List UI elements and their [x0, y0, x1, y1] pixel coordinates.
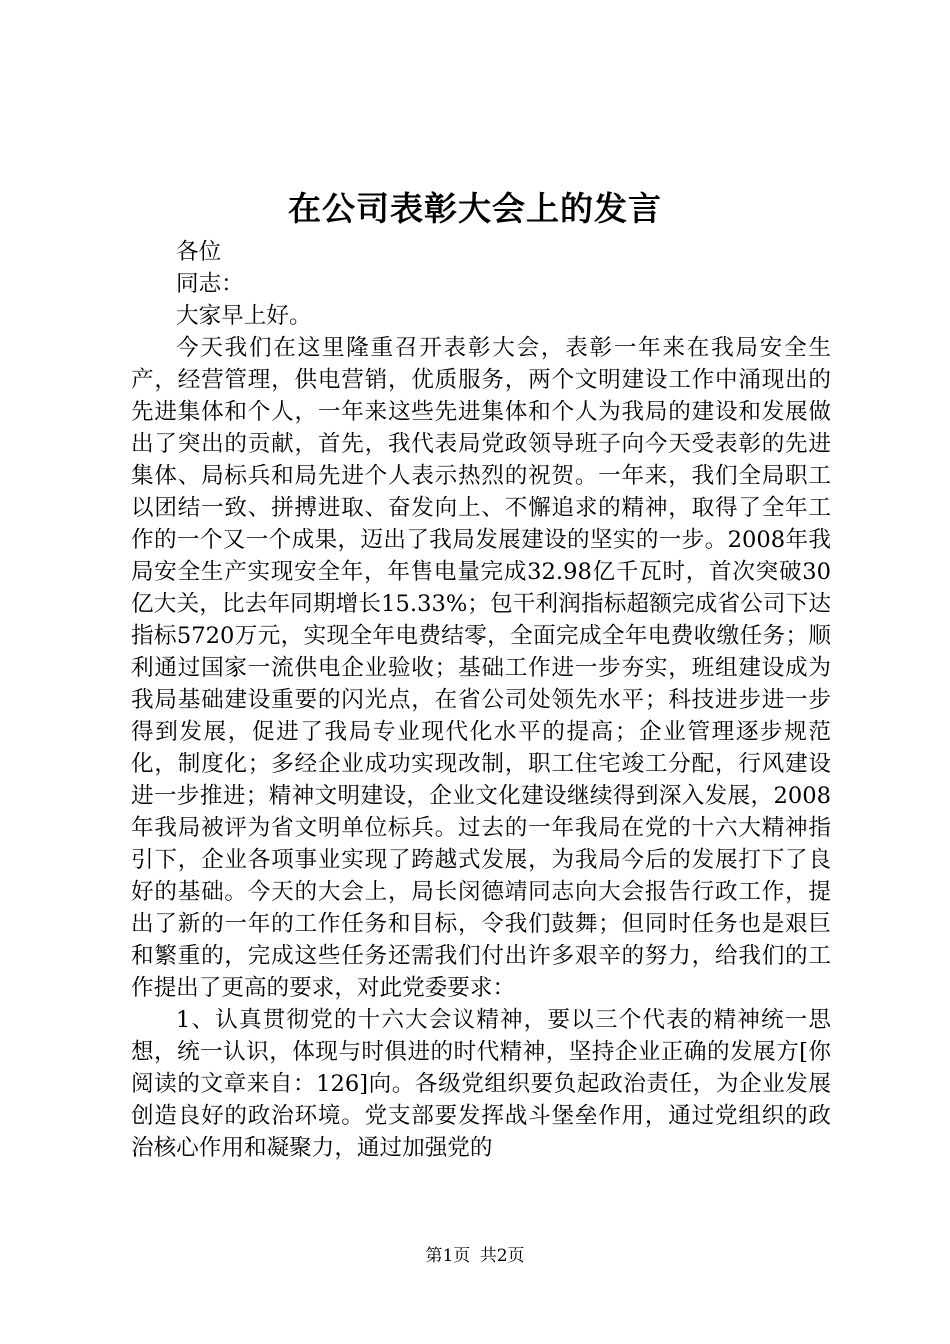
greeting-line-1: 各位 — [176, 239, 222, 265]
document-title: 在公司表彰大会上的发言 — [288, 189, 662, 228]
document-body — [131, 236, 831, 1164]
greeting-line-2: 同志： — [176, 271, 244, 297]
page-total: 共2页 — [479, 1246, 525, 1266]
body-paragraph: 今天我们在这里隆重召开表彰大会，表彰一年来在我局安全生产，经营管理，供电营销，优质服务，两个文明建设工作中涌现出的先进集体和个人，一年来这些先进集体和个人为我局的建设和发展做出了突出的贡献，首先，我代表局党政领导班子向今天受表彰的先进集体、局标兵和局先进个人表示热烈的祝贺。一年来，我们全局职工以团结一致、拼搏进取、奋发向上、不懈追求的精神，取得了全年工作的一个又一个成果，迈出了我局发展建设的坚实的一步。2008年我局安全生产实现安全年，年售电量完成32.98亿千瓦时，首次突破30亿大关，比去年同期增长15.33%；包干利润指标超额完成省公司下达指标5720万元，实现全年电费结零，全面完成全年电费收缴任务；顺利通过国家一流供电企业验收；基础工作进一步夯实，班组建设成为我局基础建设重要的闪光点，在省公司处领先水平；科技进步进一步得到发展，促进了我局专业现代化水平的提高；企业管理逐步规范化，制度化；多经企业成功实现改制，职工住宅竣工分配，行风建设进一步推进；精神文明建设，企业文化建设继续得到深入发展，2008年我局被评为省文明单位标兵。过去的一年我局在党的十六大精神指引下，企业各项事业实现了跨越式发展，为我局今后的发展打下了良好的基础。今天的大会上，局长闵德靖同志向大会报告行政工作，提出了新的一年的工作任务和目标，令我们鼓舞；但同时任务也是艰巨和繁重的，完成这些任务还需我们付出许多艰辛的努力，给我们的工作提出了更高的要求，对此党委要求： — [131, 335, 831, 1001]
page-number: 第1页 — [425, 1246, 471, 1266]
page-footer — [0, 1244, 950, 1268]
body-paragraph: 1、认真贯彻党的十六大会议精神，要以三个代表的精神统一思想，统一认识，体现与时俱进的时代精神，坚持企业正确的发展方[你阅读的文章来自：126]向。各级党组织要负起政治责任，为企业发展创造良好的政治环境。党支部要发挥战斗堡垒作用，通过党组织的政治核心作用和凝聚力，通过加强党的 — [131, 1007, 831, 1161]
greeting-line-3: 大家早上好。 — [176, 303, 312, 329]
